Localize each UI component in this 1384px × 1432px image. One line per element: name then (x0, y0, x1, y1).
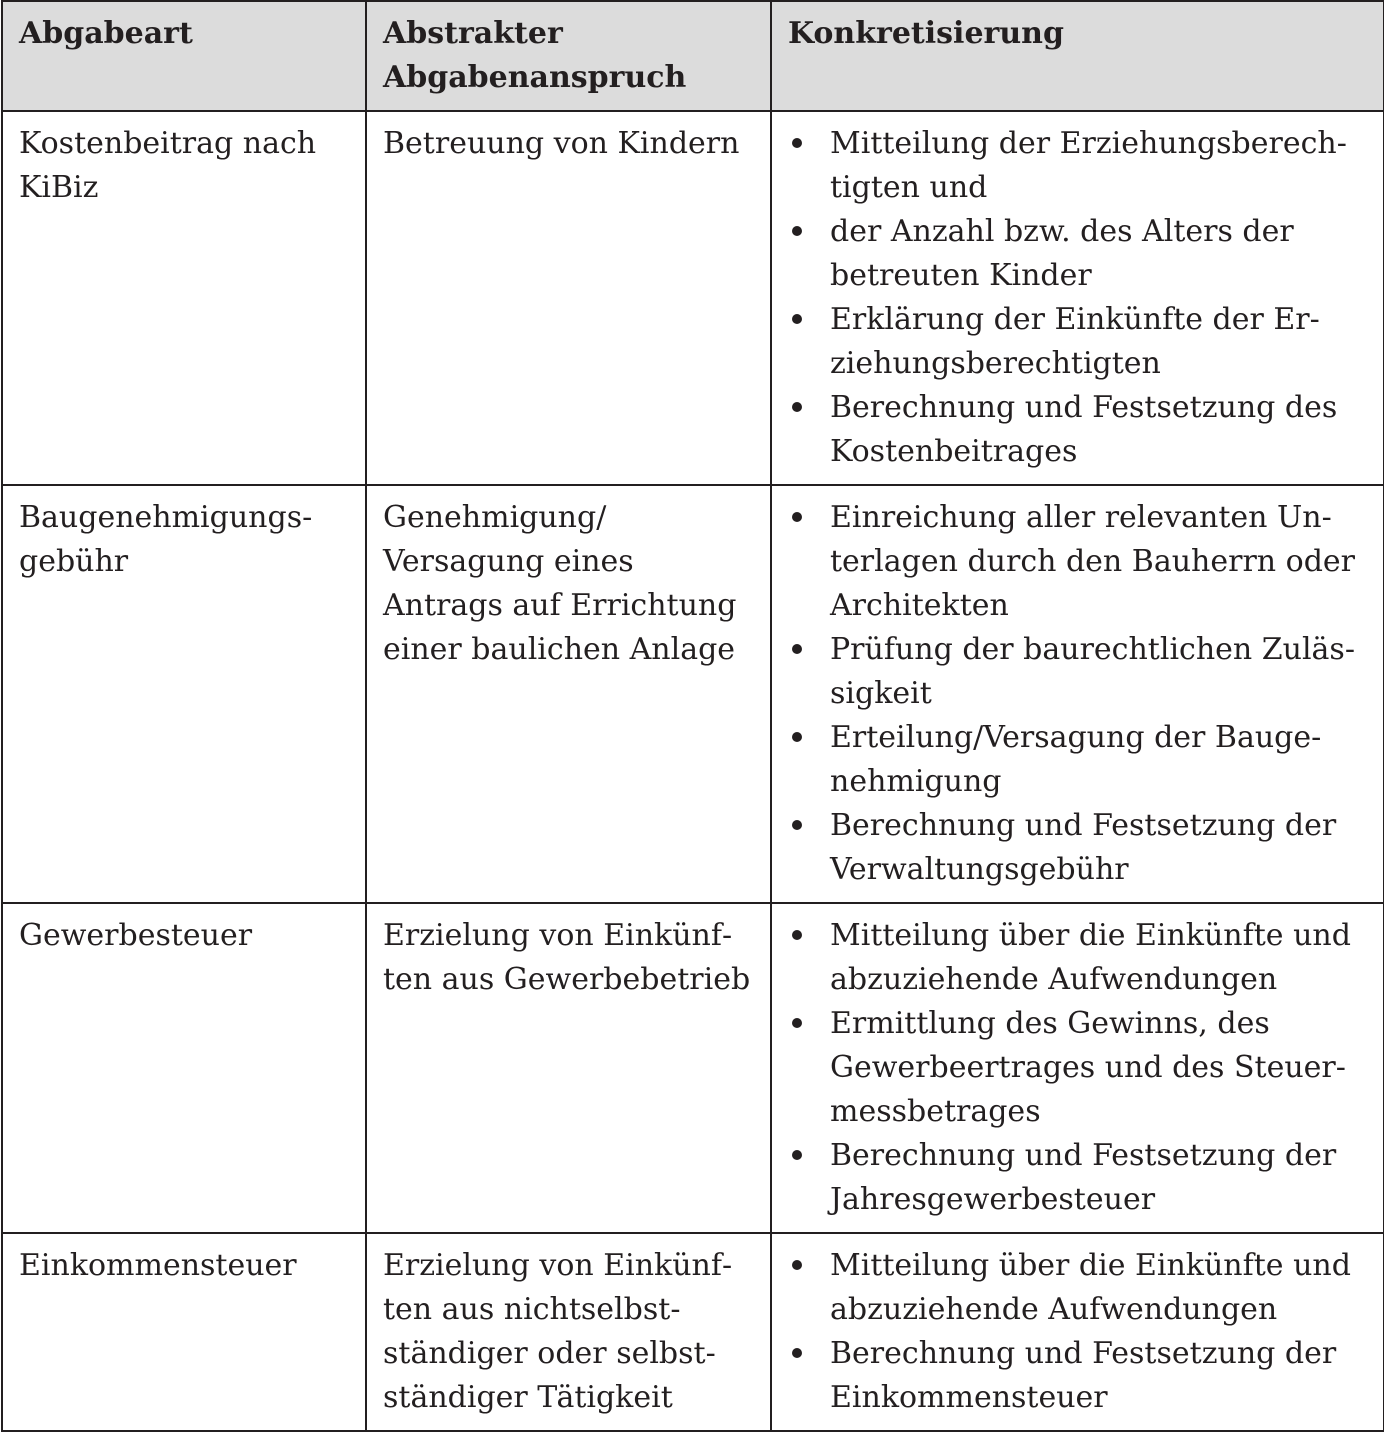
list-item: Mitteilung über die Einkünfte und abzuziehende Aufwendungen (788, 914, 1369, 1002)
list-item: Berechnung und Festsetzung der Jahresgewerbesteuer (788, 1134, 1369, 1222)
table-row (2, 111, 1384, 485)
abgaben-table (1, 0, 1384, 1432)
abgabeart-text: Gewerbesteuer (19, 918, 253, 953)
cell-konkretisierung (771, 1233, 1384, 1431)
cell-anspruch (366, 485, 771, 903)
header-row (2, 1, 1384, 111)
cell-abgabeart (2, 485, 366, 903)
anspruch-text: Betreuung von Kindern (383, 126, 740, 161)
list-item: Prüfung der baurechtlichen Zulässigkeit (788, 628, 1369, 716)
cell-anspruch (366, 903, 771, 1233)
table-row (2, 1233, 1384, 1431)
list-item: der Anzahl bzw. des Alters der betreuten Kinder (788, 210, 1369, 298)
anspruch-text: Genehmigung/ Versagung eines Antrags auf Errichtung einer baulichen Anlage (383, 500, 737, 667)
table-body (2, 111, 1384, 1431)
cell-anspruch (366, 111, 771, 485)
anspruch-text: Erzielung von Einkünften aus nichtselbstständiger oder selbstständiger Tätigkeit (383, 1248, 733, 1415)
konkretisierung-list (788, 914, 1369, 1222)
list-item: Erteilung/Versagung der Baugenehmigung (788, 716, 1369, 804)
konkretisierung-list (788, 1244, 1369, 1420)
table-row (2, 485, 1384, 903)
konkretisierung-list (788, 496, 1369, 892)
table-row (2, 903, 1384, 1233)
konkretisierung-list (788, 122, 1369, 474)
list-item: Ermittlung des Gewinns, des Gewerbeertrages und des Steuermessbetrages (788, 1002, 1369, 1134)
cell-abgabeart (2, 1233, 366, 1431)
list-item: Mitteilung der Erziehungsberechtigten und (788, 122, 1369, 210)
cell-abgabeart (2, 903, 366, 1233)
table-header (2, 1, 1384, 111)
abgabeart-text: Kostenbeitrag nach KiBiz (19, 126, 317, 205)
header-abgabeart: Abgabeart (2, 1, 366, 111)
list-item: Erklärung der Einkünfte der Erziehungsberechtigten (788, 298, 1369, 386)
header-abstrakter-abgabenanspruch: Abstrakter Abgabenanspruch (366, 1, 771, 111)
list-item: Berechnung und Festsetzung der Einkommensteuer (788, 1332, 1369, 1420)
cell-abgabeart (2, 111, 366, 485)
cell-konkretisierung (771, 485, 1384, 903)
anspruch-text: Erzielung von Einkünften aus Gewerbebetrieb (383, 918, 751, 997)
cell-anspruch (366, 1233, 771, 1431)
header-konkretisierung: Konkretisierung (771, 1, 1384, 111)
list-item: Berechnung und Festsetzung des Kostenbeitrages (788, 386, 1369, 474)
cell-konkretisierung (771, 111, 1384, 485)
list-item: Einreichung aller relevanten Unterlagen durch den Bauherrn oder Architekten (788, 496, 1369, 628)
list-item: Berechnung und Festsetzung der Verwaltungsgebühr (788, 804, 1369, 892)
cell-konkretisierung (771, 903, 1384, 1233)
abgabeart-text: Einkommensteuer (19, 1248, 297, 1283)
abgabeart-text: Baugenehmigungsgebühr (19, 500, 313, 579)
list-item: Mitteilung über die Einkünfte und abzuziehende Aufwendungen (788, 1244, 1369, 1332)
